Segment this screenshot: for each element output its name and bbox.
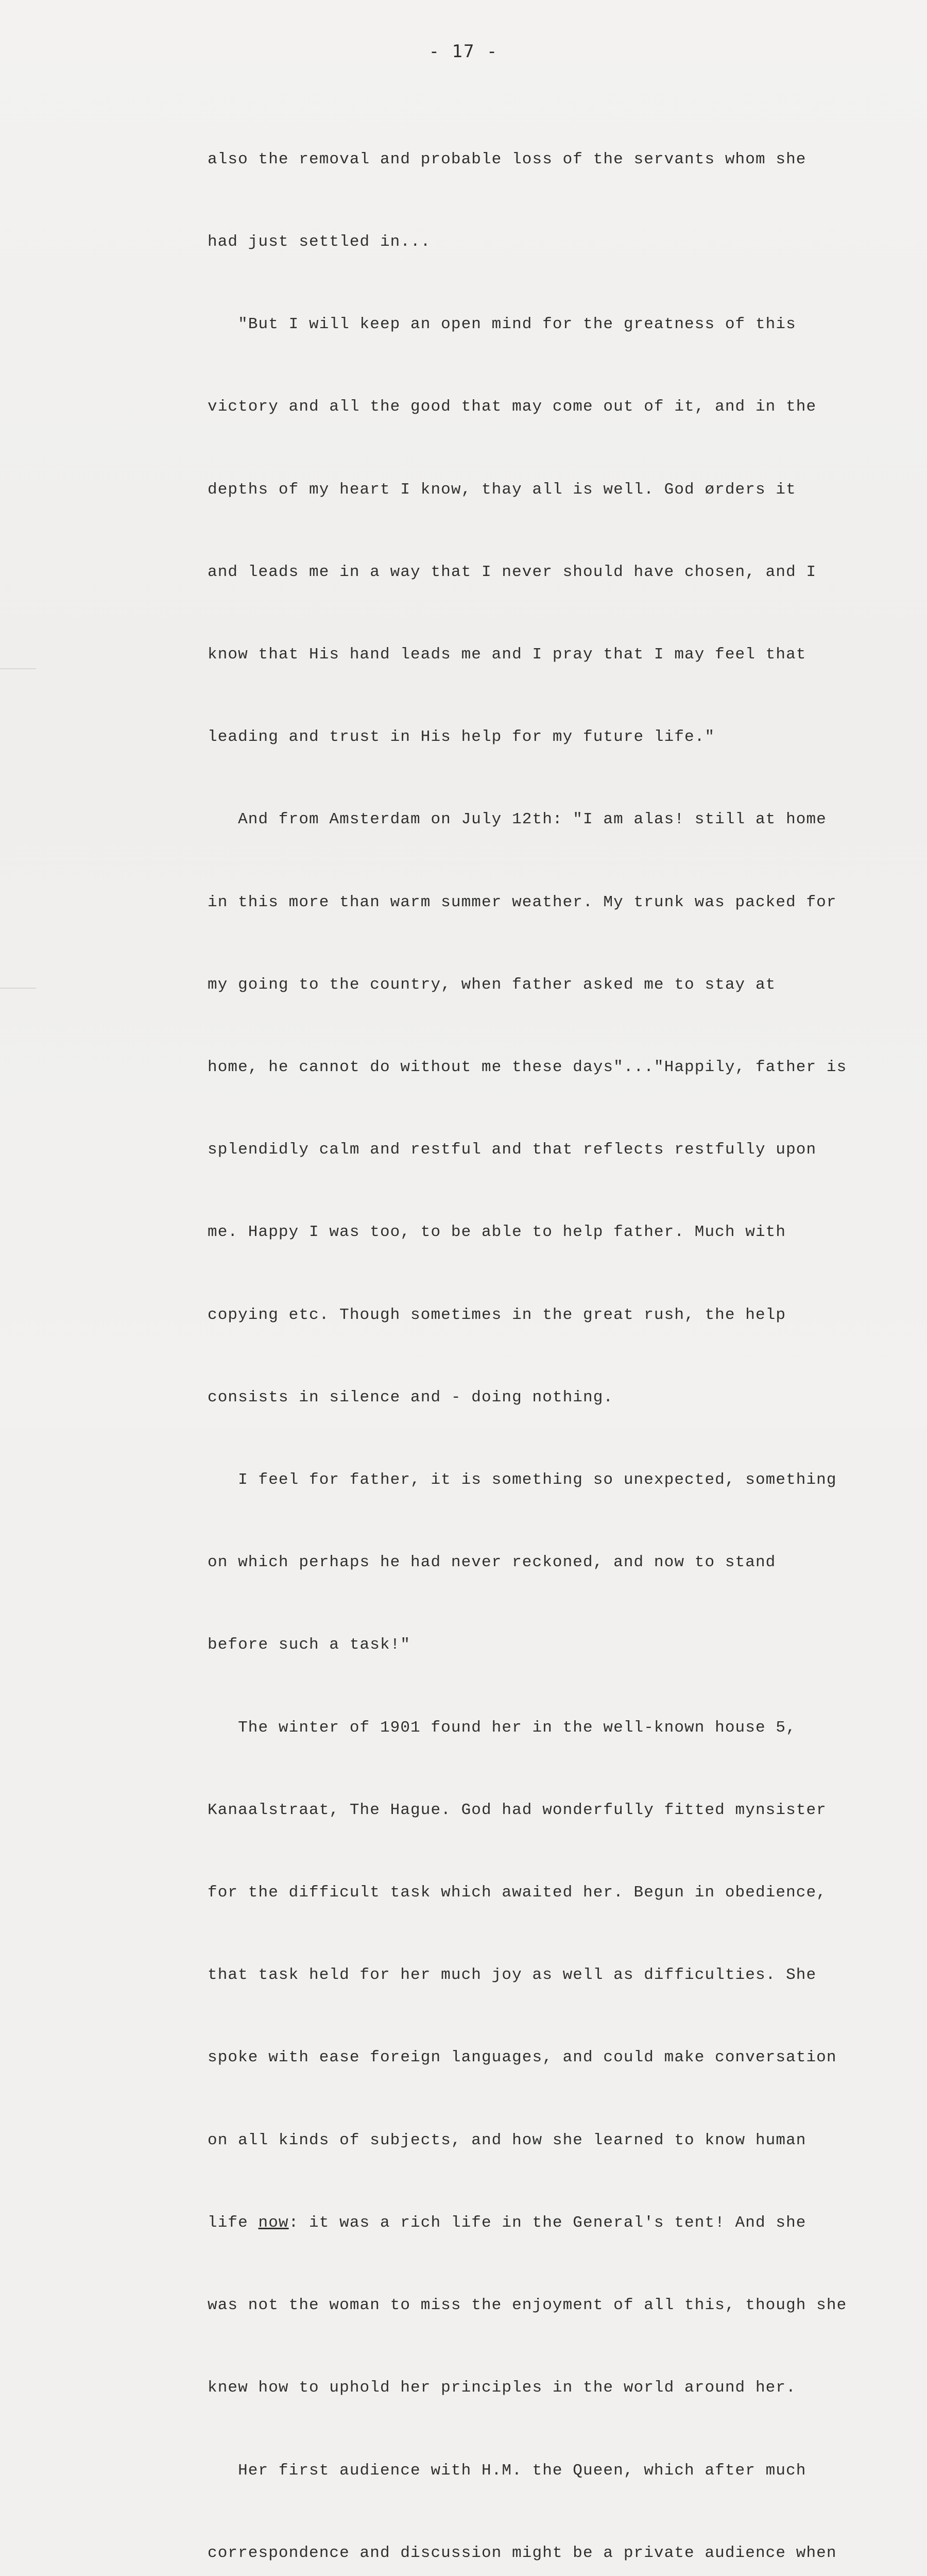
text-line: consists in silence and - doing nothing.	[208, 1388, 614, 1406]
body-text	[208, 91, 923, 2576]
text-line: And from Amsterdam on July 12th: "I am alas! still at home	[208, 810, 827, 829]
text-line: Kanaalstraat, The Hague. God had wonderfully fitted mynsister	[208, 1801, 827, 1819]
text-line: my going to the country, when father asked me to stay at	[208, 975, 776, 994]
text-line: "But I will keep an open mind for the greatness of this	[208, 315, 796, 334]
text-line: on which perhaps he had never reckoned, and now to stand	[208, 1553, 776, 1572]
margin-mark	[0, 988, 36, 989]
text-line: was not the woman to miss the enjoyment of all this, though she	[208, 2296, 847, 2315]
text-line: know that His hand leads me and I pray that I may feel that	[208, 646, 806, 664]
text-line: on all kinds of subjects, and how she learned to know human	[208, 2131, 806, 2149]
text-line: splendidly calm and restful and that reflects restfully upon	[208, 1141, 817, 1159]
text-line: Her first audience with H.M. the Queen, which after much	[208, 2461, 806, 2480]
text-line: home, he cannot do without me these days"..."Happily, father is	[208, 1058, 847, 1077]
text-line: victory and all the good that may come out of it, and in the	[208, 398, 817, 416]
underlined-word: now	[258, 2213, 289, 2232]
margin-mark	[0, 668, 36, 669]
text-line: knew how to uphold her principles in the world around her.	[208, 2379, 796, 2397]
page-number: - 17 -	[428, 41, 499, 62]
text-line: I feel for father, it is something so unexpected, something	[208, 1471, 837, 1489]
text-line: life now: it was a rich life in the General's tent! And she	[208, 2213, 806, 2232]
text-line: that task held for her much joy as well as difficulties. She	[208, 1966, 817, 1985]
text-line: spoke with ease foreign languages, and could make conversation	[208, 2048, 837, 2067]
text-line: copying etc. Though sometimes in the great rush, the help	[208, 1306, 786, 1324]
text-line: for the difficult task which awaited her. Begun in obedience,	[208, 1884, 827, 1902]
text-line: before such a task!"	[208, 1636, 411, 1654]
text-line: me. Happy I was too, to be able to help father. Much with	[208, 1223, 786, 1242]
text-line: also the removal and probable loss of the servants whom she	[208, 150, 806, 168]
text-line: and leads me in a way that I never should have chosen, and I	[208, 563, 817, 581]
text-line: correspondence and discussion might be a private audience when	[208, 2544, 837, 2562]
text-line: depths of my heart I know, thay all is well. God ørders it	[208, 480, 796, 499]
text-line: in this more than warm summer weather. My trunk was packed for	[208, 893, 837, 911]
text-line: The winter of 1901 found her in the well-known house 5,	[208, 1718, 796, 1737]
text-line: had just settled in...	[208, 233, 431, 251]
text-line: leading and trust in His help for my future life."	[208, 728, 715, 747]
